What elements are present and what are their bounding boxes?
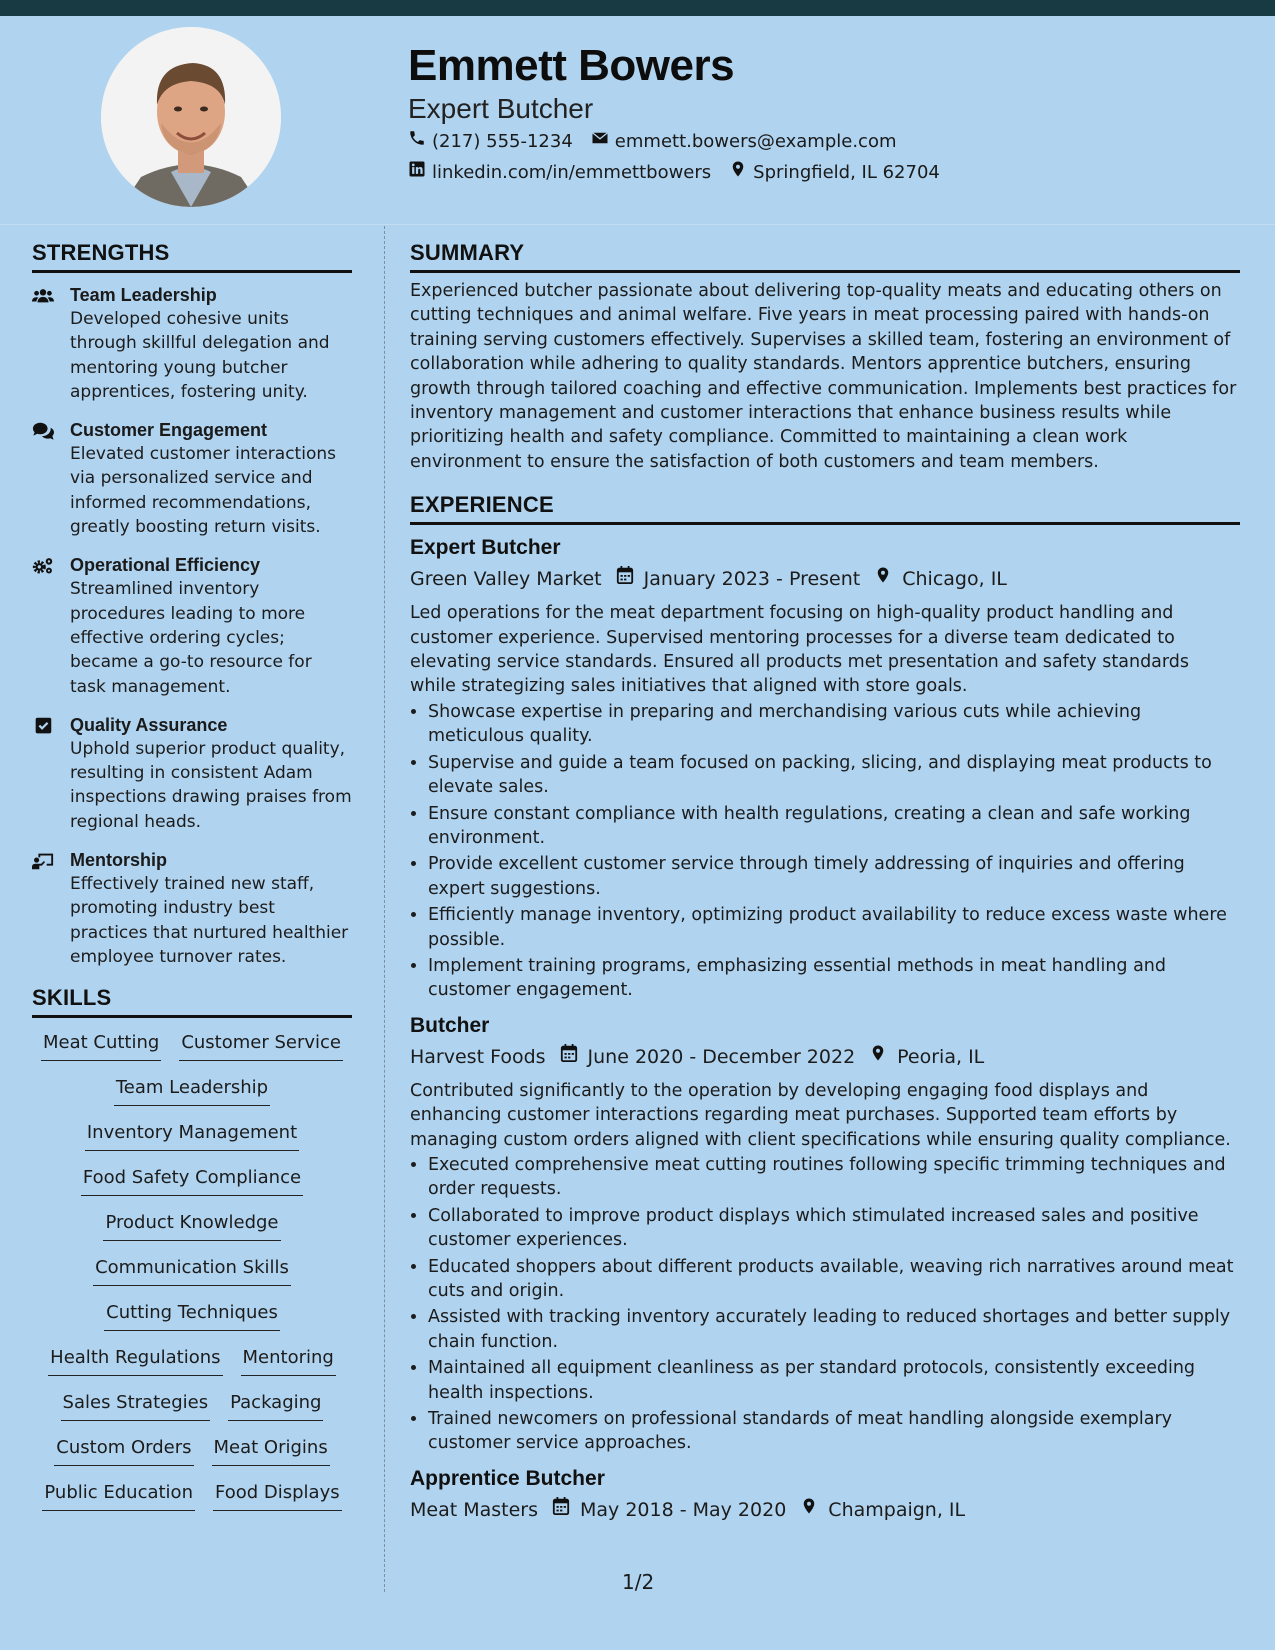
phone-text: (217) 555-1234	[432, 131, 573, 152]
calendar-icon	[552, 1494, 570, 1526]
skill-tag: Sales Strategies	[61, 1390, 211, 1421]
calendar-icon	[616, 563, 634, 595]
skills-list	[32, 1018, 352, 1525]
skill-row	[32, 1120, 352, 1165]
job-location-text: Chicago, IL	[902, 568, 1007, 591]
company-name: Green Valley Market	[410, 568, 602, 591]
header-divider	[0, 224, 1275, 225]
skill-tag: Packaging	[228, 1390, 323, 1421]
phone-contact	[408, 127, 573, 157]
skill-row	[32, 1255, 352, 1300]
summary-text: Experienced butcher passionate about delivering top-quality meats and educating others on cutting techniques and animal welfare. Five years in meat processing paired with hands-on training serving customers effectively. Supervises a skilled team, fostering an environment of collaboration while adhering to quality standards. Mentors apprentice butchers, ensuring growth through tailored coaching and effective communication. Implements best practices for inventory management and customer interactions that enhance business results while prioritizing health and safety compliance. Committed to maintaining a clean work environment to ensure the satisfaction of both customers and team members.	[410, 281, 1237, 472]
location-text: Springfield, IL 62704	[753, 162, 940, 183]
skill-row	[32, 1210, 352, 1255]
skill-row	[32, 1030, 352, 1075]
strength-item	[32, 848, 352, 969]
skill-tag: Food Displays	[213, 1480, 342, 1511]
profile-photo	[101, 27, 281, 207]
users-icon	[32, 283, 58, 404]
bullet-item: • Maintained all equipment cleanliness as per standard protocols, consistently exceeding health inspections.	[428, 1356, 1240, 1405]
bullet-item: • Assisted with tracking inventory accurately leading to reduced shortages and better supply chain function.	[428, 1305, 1240, 1354]
skill-tag: Customer Service	[179, 1030, 343, 1061]
job-dates	[560, 1041, 856, 1073]
strength-title: Team Leadership	[70, 285, 217, 305]
strength-title: Operational Efficiency	[70, 555, 261, 576]
job-meta	[410, 563, 1240, 595]
bullet-item: • Implement training programs, emphasizing essential methods in meat handling and customer engagement.	[428, 954, 1240, 1003]
skill-tag: Team Leadership	[114, 1075, 270, 1106]
bullet-item: • Executed comprehensive meat cutting routines following specific trimming techniques and order requests.	[428, 1153, 1240, 1202]
strength-item	[32, 283, 352, 404]
skill-tag: Cutting Techniques	[104, 1300, 280, 1331]
job-dates	[616, 563, 861, 595]
strength-title: Customer Engagement	[70, 420, 268, 441]
skill-row	[32, 1480, 352, 1525]
job-dates-text: June 2020 - December 2022	[587, 1045, 856, 1068]
skill-tag: Product Knowledge	[103, 1210, 280, 1241]
strength-description: Effectively trained new staff, promoting industry best practices that nurtured healthier employee turnover rates.	[70, 874, 349, 967]
job-location	[874, 563, 1007, 595]
envelope-icon	[591, 127, 609, 157]
chalkboard-teacher-icon	[32, 848, 58, 969]
bullet-item: • Efficiently manage inventory, optimizing product availability to reduce excess waste where possible.	[428, 903, 1240, 952]
skill-tag: Communication Skills	[93, 1255, 291, 1286]
skill-row	[32, 1345, 352, 1390]
candidate-title: Expert Butcher	[408, 93, 594, 124]
company-name: Meat Masters	[410, 1498, 538, 1521]
calendar-icon	[560, 1041, 578, 1073]
linkedin-contact[interactable]	[408, 158, 711, 188]
job-location-text: Peoria, IL	[897, 1045, 985, 1068]
bullet-item: • Supervise and guide a team focused on packing, slicing, and displaying meat products to elevate sales.	[428, 751, 1240, 800]
company-name: Harvest Foods	[410, 1045, 546, 1068]
job-title: Expert Butcher	[410, 536, 561, 560]
skill-tag: Custom Orders	[54, 1435, 193, 1466]
skill-row	[32, 1435, 352, 1480]
map-pin-icon	[869, 1041, 887, 1073]
skills-section	[32, 983, 352, 1525]
bullet-item: • Showcase expertise in preparing and merchandising various cuts while achieving meticulous quality.	[428, 700, 1240, 749]
linkedin-icon	[408, 158, 426, 188]
job-title: Butcher	[410, 1013, 490, 1037]
job-description: Led operations for the meat department focusing on high-quality product handling and customer experience. Supervised mentoring processes for a diverse team dedicated to elevating service standards. Ensured all products met presentation and safety standards while strategizing sales initiatives that aligned with store goals.	[410, 603, 1190, 697]
map-pin-icon	[874, 563, 892, 595]
job-location-text: Champaign, IL	[828, 1498, 966, 1521]
skill-row	[32, 1300, 352, 1345]
job-bullets	[410, 1153, 1240, 1456]
bullet-item: • Educated shoppers about different products available, weaving rich narratives around meat cuts and origin.	[428, 1255, 1240, 1304]
contact-row-2	[408, 158, 1238, 188]
strength-title: Mentorship	[70, 850, 167, 871]
strengths-heading: STRENGTHS	[32, 238, 352, 273]
bullet-item: • Trained newcomers on professional standards of meat handling alongside exemplary customer service approaches.	[428, 1407, 1240, 1456]
experience-section	[410, 490, 1240, 1526]
map-pin-icon	[800, 1494, 818, 1526]
skill-tag: Health Regulations	[48, 1345, 222, 1376]
strength-description: Developed cohesive units through skillful delegation and mentoring young butcher apprentices, fostering unity.	[70, 309, 330, 402]
strengths-list	[32, 283, 352, 969]
strength-description: Uphold superior product quality, resulting in consistent Adam inspections drawing praises from regional heads.	[70, 738, 352, 832]
experience-heading: EXPERIENCE	[410, 490, 1240, 525]
job-title: Apprentice Butcher	[410, 1466, 605, 1490]
gears-icon	[32, 553, 58, 698]
bullet-item: • Ensure constant compliance with health regulations, creating a clean and safe working environment.	[428, 802, 1240, 851]
contact-row-1	[408, 127, 1238, 157]
bullet-item: • Collaborated to improve product displays which stimulated increased sales and positive customer experiences.	[428, 1204, 1240, 1253]
job-dates-text: January 2023 - Present	[643, 568, 861, 591]
job-meta	[410, 1494, 1240, 1526]
top-bar	[0, 0, 1275, 16]
job-meta	[410, 1041, 1240, 1073]
skill-tag: Meat Origins	[212, 1435, 330, 1466]
skill-row	[32, 1165, 352, 1210]
skill-row	[32, 1390, 352, 1435]
skill-tag: Inventory Management	[85, 1120, 299, 1151]
phone-icon	[408, 127, 426, 157]
location-contact	[729, 158, 940, 188]
right-column	[410, 238, 1240, 1526]
comments-icon	[32, 418, 58, 539]
email-text[interactable]: emmett.bowers@example.com	[614, 131, 897, 152]
strength-title: Quality Assurance	[70, 714, 228, 735]
strength-item	[32, 418, 352, 539]
skill-row	[32, 1075, 352, 1120]
job-entry	[410, 533, 1240, 1003]
left-column	[32, 238, 352, 1525]
linkedin-text[interactable]: linkedin.com/in/emmettbowers	[432, 162, 712, 183]
strength-description: Elevated customer interactions via personalized service and informed recommendations, greatly boosting return visits.	[70, 444, 336, 538]
strength-description: Streamlined inventory procedures leading to more effective ordering cycles; became a go-to resource for task management.	[70, 579, 312, 697]
check-square-icon	[32, 713, 58, 834]
bullet-item: • Provide excellent customer service through timely addressing of inquiries and offering expert suggestions.	[428, 852, 1240, 901]
job-entry	[410, 1464, 1240, 1526]
strength-item	[32, 713, 352, 834]
email-contact[interactable]	[591, 127, 897, 157]
job-location	[800, 1494, 965, 1526]
skill-tag: Food Safety Compliance	[81, 1165, 303, 1196]
job-dates	[552, 1494, 786, 1526]
skill-tag: Public Education	[42, 1480, 195, 1511]
job-location	[869, 1041, 984, 1073]
job-entry	[410, 1011, 1240, 1456]
column-divider	[384, 226, 385, 1592]
job-bullets	[410, 700, 1240, 1003]
candidate-name: Emmett Bowers	[408, 41, 735, 90]
skills-heading: SKILLS	[32, 983, 352, 1018]
job-dates-text: May 2018 - May 2020	[580, 1498, 787, 1521]
page-number: 1/2	[622, 1570, 655, 1594]
resume-header	[408, 40, 1238, 188]
map-pin-icon	[729, 158, 747, 188]
skill-tag: Mentoring	[241, 1345, 336, 1376]
skill-tag: Meat Cutting	[41, 1030, 161, 1061]
summary-heading: SUMMARY	[410, 238, 1240, 273]
strength-item	[32, 553, 352, 698]
job-description: Contributed significantly to the operation by developing engaging food displays and enhancing customer interactions regarding meat purchases. Supported team efforts by managing custom orders aligned with client specifications while ensuring quality compliance.	[410, 1080, 1231, 1150]
